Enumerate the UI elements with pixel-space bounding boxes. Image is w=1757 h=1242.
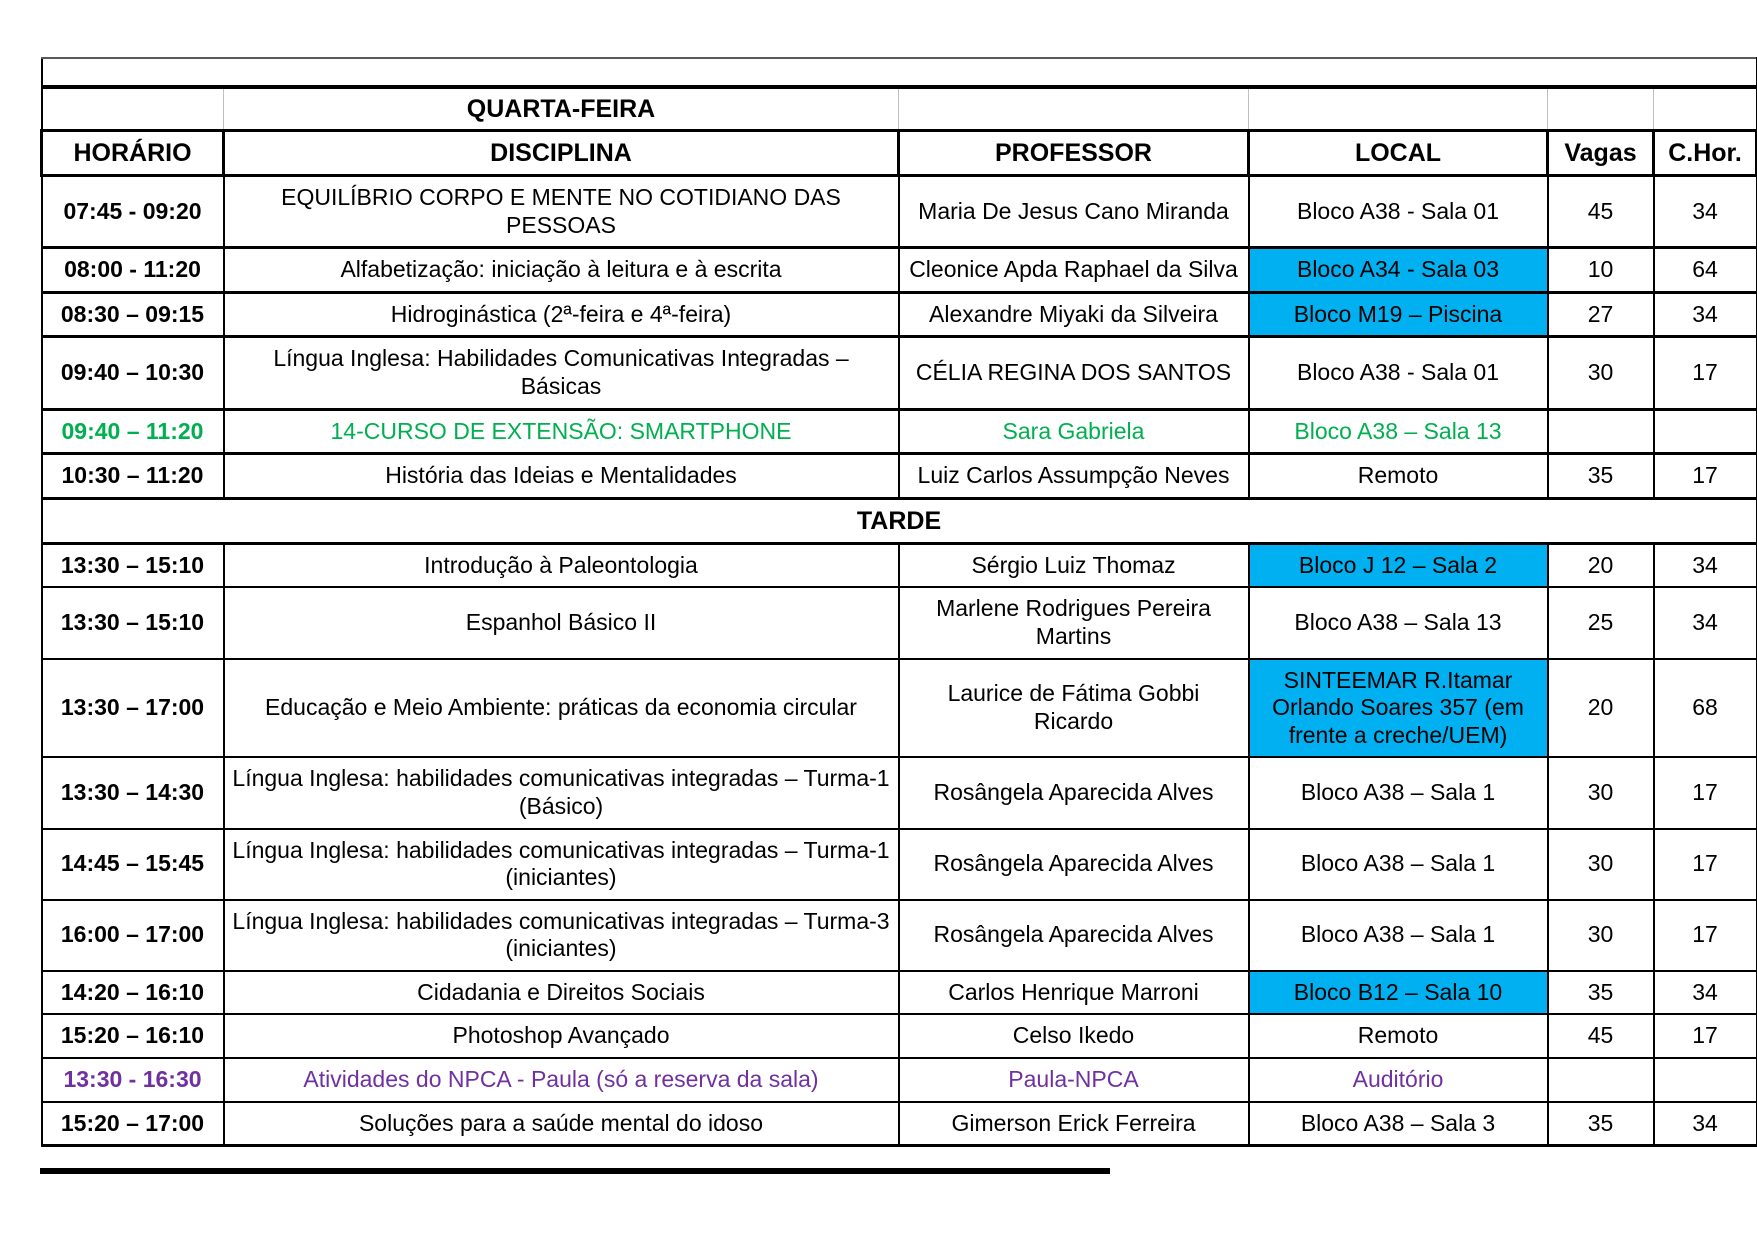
- cell-time: 14:20 – 16:10: [42, 971, 224, 1015]
- day-header-spacer: [1654, 87, 1757, 131]
- day-header-spacer: [1249, 87, 1548, 131]
- cell-local: Bloco M19 – Piscina: [1249, 292, 1548, 337]
- cell-time: 09:40 – 10:30: [42, 337, 224, 409]
- cell-time: 13:30 – 17:00: [42, 659, 224, 758]
- cell-professor: Carlos Henrique Marroni: [899, 971, 1249, 1015]
- cell-chor: 17: [1654, 829, 1757, 900]
- schedule-row: [42, 292, 1757, 337]
- cell-vagas: 35: [1548, 971, 1654, 1015]
- bottom-rule: [40, 1168, 1110, 1174]
- cell-vagas: 30: [1548, 829, 1654, 900]
- cell-local: Bloco J 12 – Sala 2: [1249, 543, 1548, 587]
- cell-time: 08:30 – 09:15: [42, 292, 224, 337]
- cell-professor: Sara Gabriela: [899, 409, 1249, 454]
- schedule-row: [42, 587, 1757, 658]
- cell-professor: Rosângela Aparecida Alves: [899, 757, 1249, 828]
- schedule-row: [42, 176, 1757, 248]
- cell-chor: 34: [1654, 176, 1757, 248]
- cell-time: 14:45 – 15:45: [42, 829, 224, 900]
- cell-vagas: 30: [1548, 337, 1654, 409]
- schedule-table: [40, 57, 1757, 1147]
- cell-professor: Paula-NPCA: [899, 1058, 1249, 1102]
- cell-local: Bloco A38 – Sala 13: [1249, 409, 1548, 454]
- cell-chor: 17: [1654, 757, 1757, 828]
- cell-chor: 17: [1654, 1014, 1757, 1058]
- cell-local: Bloco A38 - Sala 01: [1249, 337, 1548, 409]
- column-header-professor: PROFESSOR: [899, 131, 1249, 176]
- cell-vagas: 20: [1548, 659, 1654, 758]
- cell-chor: 64: [1654, 248, 1757, 293]
- day-header-spacer: [1548, 87, 1654, 131]
- column-header-row: [42, 131, 1757, 176]
- schedule-row: [42, 409, 1757, 454]
- cell-disciplina: Língua Inglesa: habilidades comunicativas integradas – Turma-1 (Básico): [224, 757, 899, 828]
- schedule-row: [42, 971, 1757, 1015]
- afternoon-section-label: TARDE: [42, 498, 1757, 543]
- cell-time: 15:20 – 17:00: [42, 1102, 224, 1146]
- cell-vagas: [1548, 409, 1654, 454]
- day-header-title: QUARTA-FEIRA: [224, 87, 899, 131]
- cell-disciplina: Hidroginástica (2ª-feira e 4ª-feira): [224, 292, 899, 337]
- cell-vagas: 30: [1548, 900, 1654, 971]
- cell-local: Remoto: [1249, 454, 1548, 499]
- cell-time: 08:00 - 11:20: [42, 248, 224, 293]
- cell-disciplina: EQUILÍBRIO CORPO E MENTE NO COTIDIANO DAS PESSOAS: [224, 176, 899, 248]
- cell-local: Bloco A38 - Sala 01: [1249, 176, 1548, 248]
- schedule-row: [42, 829, 1757, 900]
- column-header-vagas: Vagas: [1548, 131, 1654, 176]
- column-header-horario: HORÁRIO: [42, 131, 224, 176]
- cell-disciplina: 14-CURSO DE EXTENSÃO: SMARTPHONE: [224, 409, 899, 454]
- cell-local: Bloco A38 – Sala 1: [1249, 900, 1548, 971]
- cell-vagas: [1548, 1058, 1654, 1102]
- cell-local: Bloco B12 – Sala 10: [1249, 971, 1548, 1015]
- cell-professor: Rosângela Aparecida Alves: [899, 829, 1249, 900]
- cell-chor: 17: [1654, 454, 1757, 499]
- cell-vagas: 45: [1548, 176, 1654, 248]
- cell-disciplina: Photoshop Avançado: [224, 1014, 899, 1058]
- cell-chor: [1654, 1058, 1757, 1102]
- cell-time: 10:30 – 11:20: [42, 454, 224, 499]
- cell-local: Remoto: [1249, 1014, 1548, 1058]
- schedule-row: [42, 248, 1757, 293]
- cell-disciplina: Cidadania e Direitos Sociais: [224, 971, 899, 1015]
- schedule-row: [42, 543, 1757, 587]
- cell-professor: Gimerson Erick Ferreira: [899, 1102, 1249, 1146]
- cell-professor: Maria De Jesus Cano Miranda: [899, 176, 1249, 248]
- cell-chor: 34: [1654, 1102, 1757, 1146]
- afternoon-section-row: [42, 498, 1757, 543]
- cell-disciplina: Espanhol Básico II: [224, 587, 899, 658]
- day-header-row: [42, 87, 1757, 131]
- cell-disciplina: Introdução à Paleontologia: [224, 543, 899, 587]
- cell-local: Bloco A38 – Sala 3: [1249, 1102, 1548, 1146]
- cell-chor: 17: [1654, 337, 1757, 409]
- cell-disciplina: Língua Inglesa: Habilidades Comunicativas Integradas – Básicas: [224, 337, 899, 409]
- cell-vagas: 35: [1548, 1102, 1654, 1146]
- schedule-row: [42, 659, 1757, 758]
- top-empty-cell: [42, 58, 1757, 87]
- cell-time: 13:30 – 15:10: [42, 587, 224, 658]
- cell-disciplina: Soluções para a saúde mental do idoso: [224, 1102, 899, 1146]
- cell-vagas: 35: [1548, 454, 1654, 499]
- cell-professor: Laurice de Fátima Gobbi Ricardo: [899, 659, 1249, 758]
- schedule-sheet: [40, 57, 1757, 1147]
- cell-disciplina: Alfabetização: iniciação à leitura e à escrita: [224, 248, 899, 293]
- cell-professor: Rosângela Aparecida Alves: [899, 900, 1249, 971]
- cell-local: Bloco A38 – Sala 1: [1249, 757, 1548, 828]
- cell-local: SINTEEMAR R.Itamar Orlando Soares 357 (em frente a creche/UEM): [1249, 659, 1548, 758]
- day-header-spacer: [42, 87, 224, 131]
- schedule-row: [42, 1014, 1757, 1058]
- cell-vagas: 20: [1548, 543, 1654, 587]
- cell-disciplina: Língua Inglesa: habilidades comunicativas integradas – Turma-1 (iniciantes): [224, 829, 899, 900]
- cell-time: 13:30 – 15:10: [42, 543, 224, 587]
- cell-professor: Luiz Carlos Assumpção Neves: [899, 454, 1249, 499]
- cell-vagas: 10: [1548, 248, 1654, 293]
- cell-time: 09:40 – 11:20: [42, 409, 224, 454]
- cell-time: 13:30 – 14:30: [42, 757, 224, 828]
- cell-chor: 68: [1654, 659, 1757, 758]
- schedule-row: [42, 337, 1757, 409]
- cell-vagas: 30: [1548, 757, 1654, 828]
- cell-local: Auditório: [1249, 1058, 1548, 1102]
- cell-disciplina: História das Ideias e Mentalidades: [224, 454, 899, 499]
- cell-chor: 34: [1654, 543, 1757, 587]
- schedule-row: [42, 1102, 1757, 1146]
- cell-professor: Celso Ikedo: [899, 1014, 1249, 1058]
- cell-disciplina: Atividades do NPCA - Paula (só a reserva da sala): [224, 1058, 899, 1102]
- cell-local: Bloco A34 - Sala 03: [1249, 248, 1548, 293]
- cell-chor: 17: [1654, 900, 1757, 971]
- cell-time: 15:20 – 16:10: [42, 1014, 224, 1058]
- cell-vagas: 45: [1548, 1014, 1654, 1058]
- cell-local: Bloco A38 – Sala 1: [1249, 829, 1548, 900]
- schedule-row: [42, 757, 1757, 828]
- schedule-row: [42, 454, 1757, 499]
- cell-time: 07:45 - 09:20: [42, 176, 224, 248]
- cell-professor: CÉLIA REGINA DOS SANTOS: [899, 337, 1249, 409]
- cell-professor: Alexandre Miyaki da Silveira: [899, 292, 1249, 337]
- cell-professor: Marlene Rodrigues Pereira Martins: [899, 587, 1249, 658]
- cell-time: 16:00 – 17:00: [42, 900, 224, 971]
- cell-chor: [1654, 409, 1757, 454]
- cell-local: Bloco A38 – Sala 13: [1249, 587, 1548, 658]
- column-header-disciplina: DISCIPLINA: [224, 131, 899, 176]
- top-empty-row: [42, 58, 1757, 87]
- cell-vagas: 27: [1548, 292, 1654, 337]
- day-header-spacer: [899, 87, 1249, 131]
- cell-professor: Cleonice Apda Raphael da Silva: [899, 248, 1249, 293]
- cell-chor: 34: [1654, 292, 1757, 337]
- schedule-row: [42, 1058, 1757, 1102]
- column-header-chor: C.Hor.: [1654, 131, 1757, 176]
- cell-disciplina: Língua Inglesa: habilidades comunicativas integradas – Turma-3 (iniciantes): [224, 900, 899, 971]
- schedule-body: [42, 176, 1757, 1146]
- schedule-row: [42, 900, 1757, 971]
- cell-chor: 34: [1654, 971, 1757, 1015]
- cell-vagas: 25: [1548, 587, 1654, 658]
- cell-chor: 34: [1654, 587, 1757, 658]
- cell-disciplina: Educação e Meio Ambiente: práticas da economia circular: [224, 659, 899, 758]
- column-header-local: LOCAL: [1249, 131, 1548, 176]
- cell-time: 13:30 - 16:30: [42, 1058, 224, 1102]
- cell-professor: Sérgio Luiz Thomaz: [899, 543, 1249, 587]
